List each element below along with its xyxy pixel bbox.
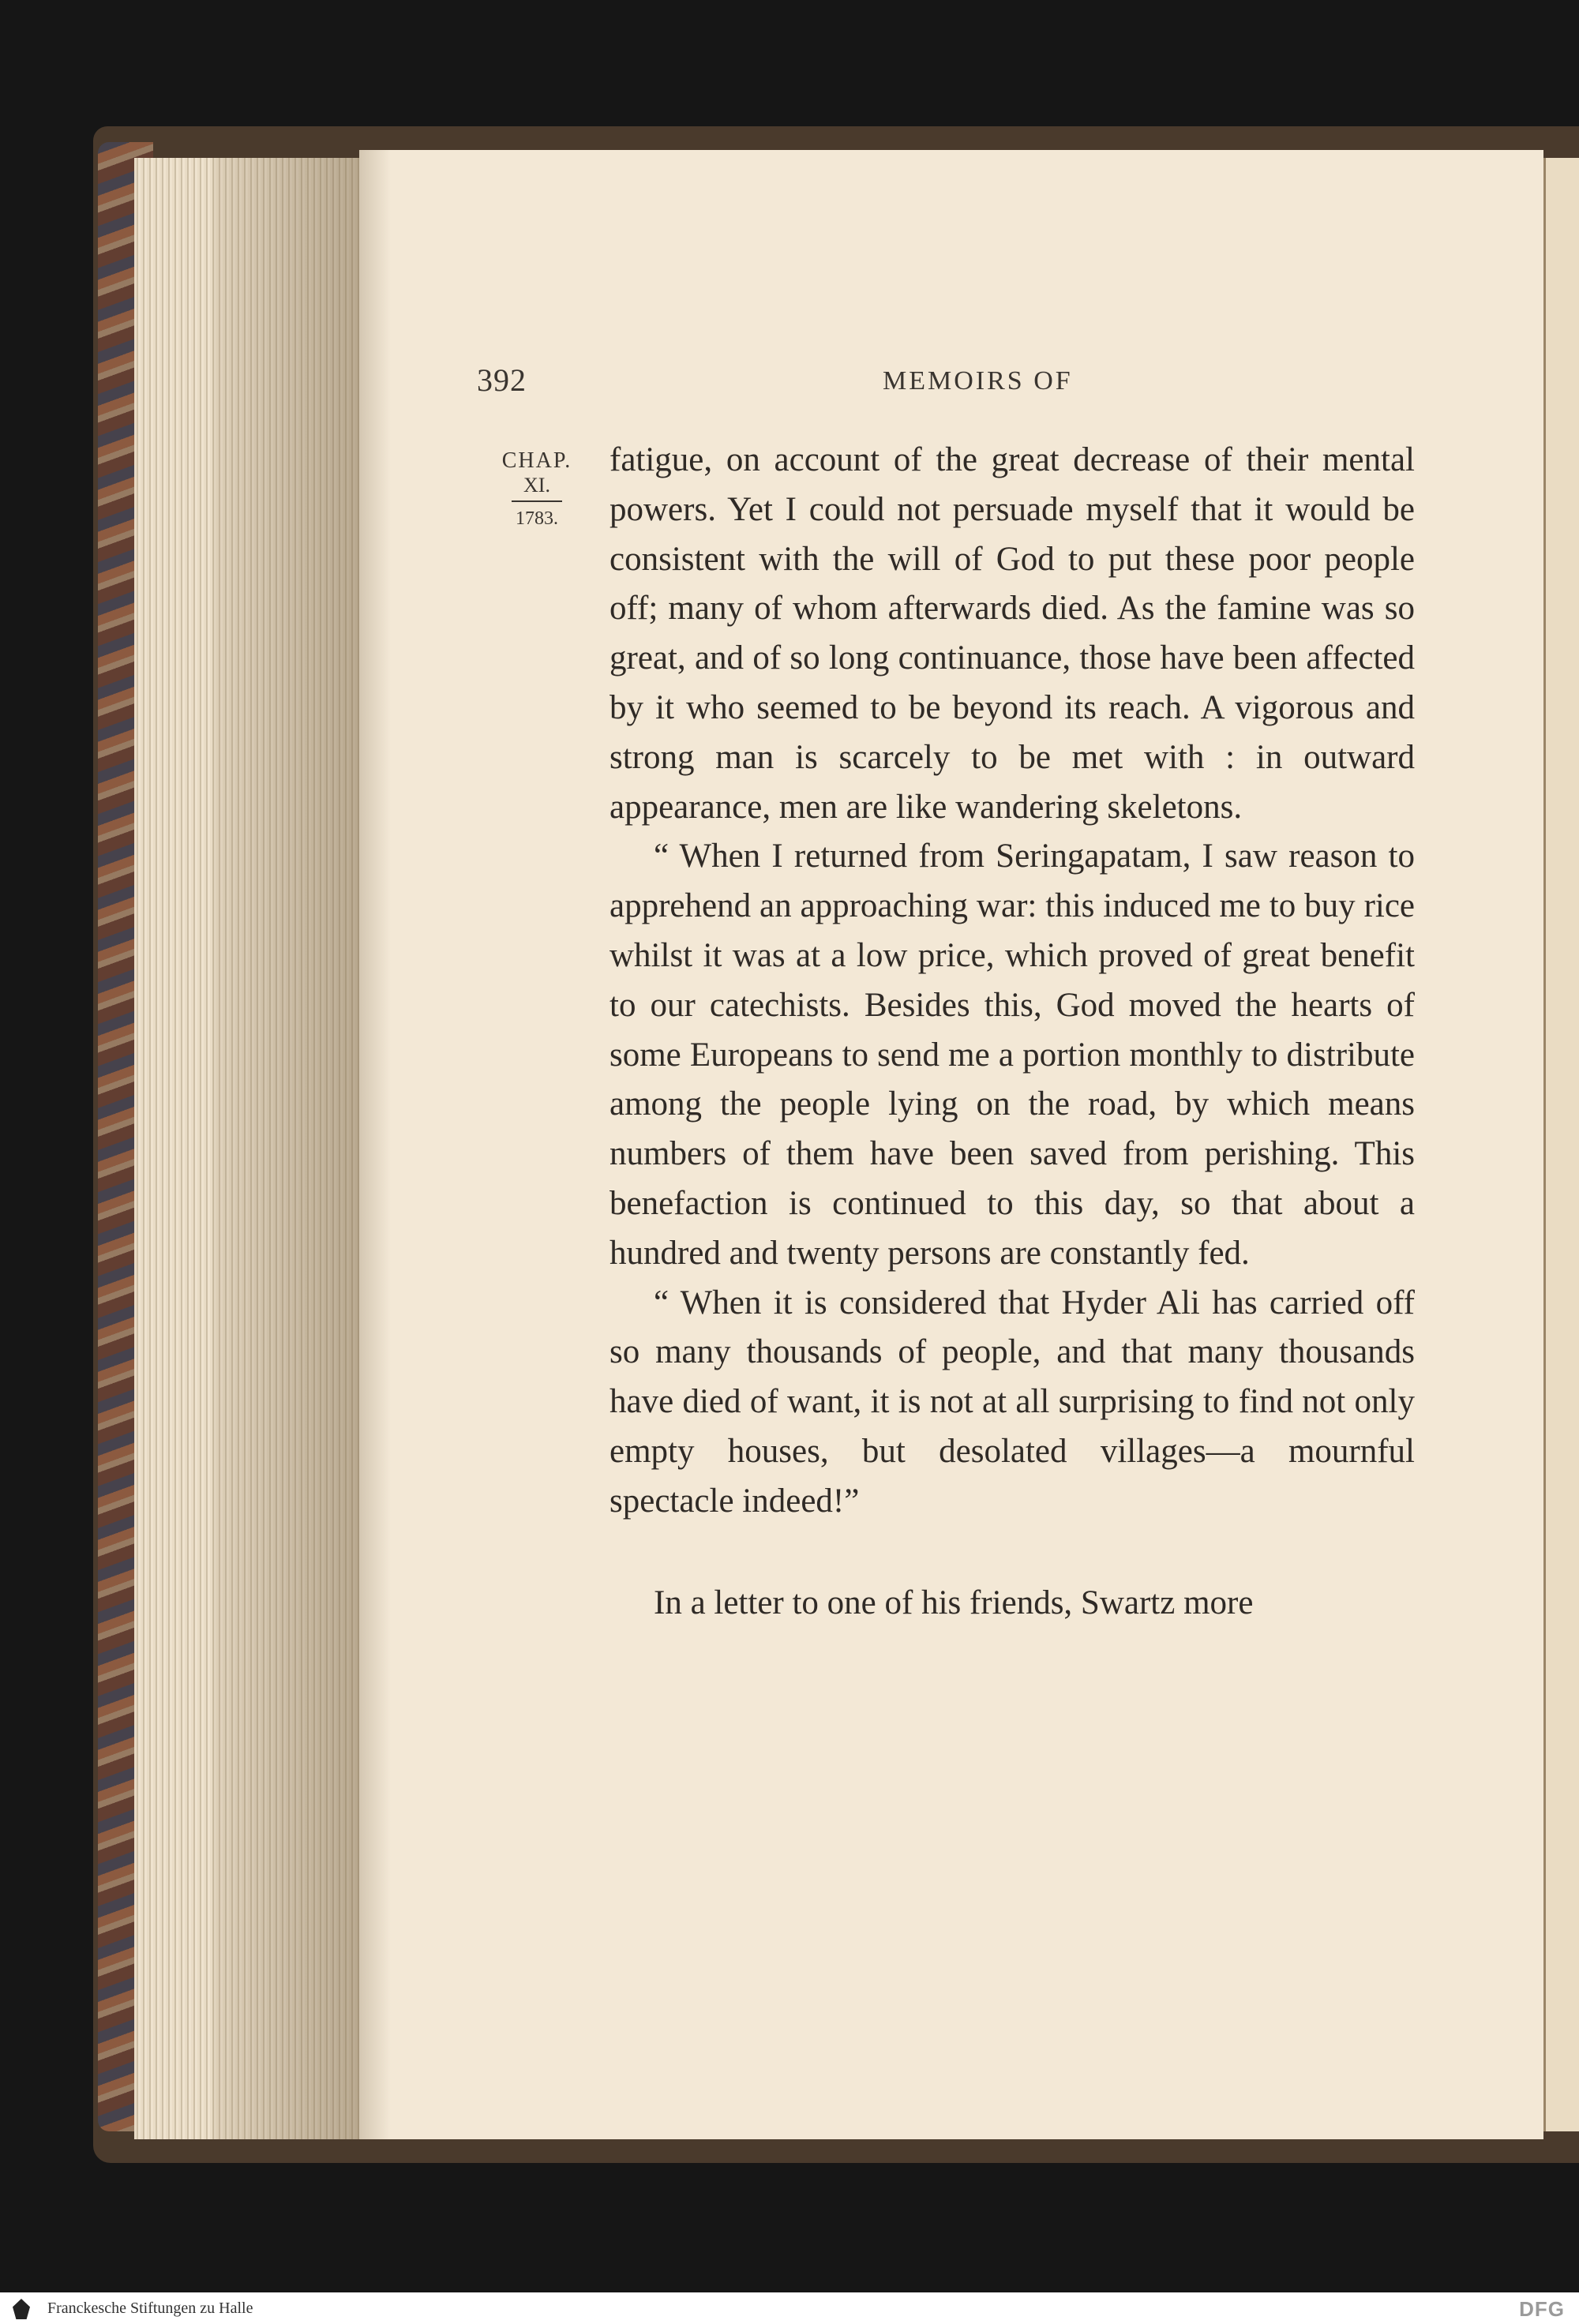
page-edges-shadow [213,158,363,2139]
page-number: 392 [477,362,527,398]
body-text [609,436,1415,1628]
gutter-shadow [359,150,391,2139]
paragraph: In a letter to one of his friends, Swartz more [654,1584,1254,1621]
margin-chapter-number: XI. [523,474,550,497]
margin-rule [512,500,562,502]
dfg-logo: DFG [1519,2297,1565,2321]
paragraph: “ When I returned from Seringapatam, I saw reason to apprehend an approaching war: this induced me to buy rice whilst it was at a low price, which proved of great benefit to our catechists. Besides this, God moved the hearts of some Europeans to send me a portion monthly to distribute among the people lying on the road, by which means numbers of them have been saved from perishing. This benefaction is continued to this day, so that about a hundred and twenty persons are constantly fed. [609,838,1415,1272]
viewer-footer [0,2292,1579,2324]
margin-year: 1783. [516,508,558,529]
paragraph: fatigue, on account of the great decrease of their mental powers. Yet I could not persuade myself that it would be consistent with the will of God to put these poor people off; many of whom afterwards died. As the famine was so great, and of so long continuance, those have been affected by it who seemed to be beyond its reach. A vigorous and strong man is scarcely to be met with : in outward appearance, men are like wandering skeletons. [609,441,1415,826]
margin-note [489,448,584,530]
paragraph: “ When it is considered that Hyder Ali has carried off so many thousands of people, and that many thousands have died of want, it is not at all surprising to find not only empty houses, but desolated villages—a mournful spectacle indeed!” [609,1284,1415,1520]
institution-logo-icon [13,2299,30,2319]
facing-page-edge [1543,158,1579,2131]
margin-chapter-label: CHAP. [501,448,572,473]
running-head: MEMOIRS OF [883,366,1073,395]
institution-name: Franckesche Stiftungen zu Halle [47,2300,253,2317]
